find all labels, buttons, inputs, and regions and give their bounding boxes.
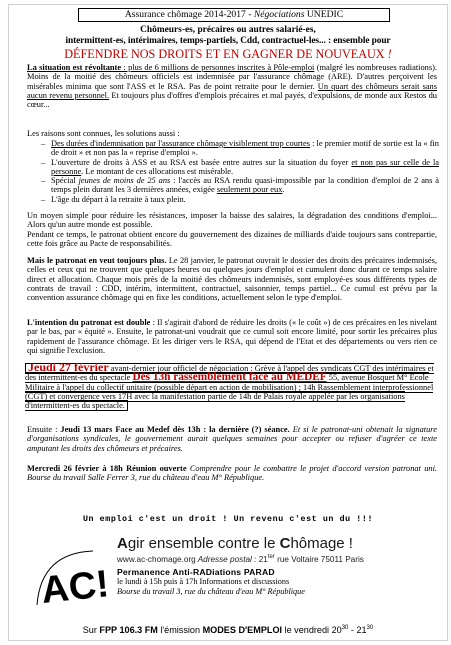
reasons-intro: Les raisons sont connues, les solutions aussi : [27,129,180,138]
event-meeting: Dès 13h rassemblement face au MEDEF [132,371,327,384]
paragraph-patronat-aid: Pendant ce temps, le patronat obtient encore du gouvernement des dizaines de milliards d'aide toujours sans contrepartie, cette fois grâce au Pacte de responsabilités. [27,230,437,249]
intention-lead: L'intention du patronat est double [27,318,151,327]
intro-figure: : plus de 6 millions de personnes inscrites à Pôle-emploi [121,63,315,72]
followup-1b: Jeudi 13 mars Face au Medef dès 13h : la dernière (?) séance. [60,425,290,434]
reason-item [39,195,439,204]
event-strike: : Grève à l'appel des syndicats CGT des intérimaires et des intermittent-es du spectacle [25,364,434,383]
headline-line-2: intermittent-es, intérimaires, temps-partiels, Cdd, contractuel-les... : ensemble pour [65,36,391,46]
header-title-tail: UNEDIC [304,9,344,20]
radio-sup1: 30 [341,625,349,631]
event-details: 55, avenue Bosquet M° Ecole Militaire à l'appel du collectif unitaire (possible départ en action de mobilisation) ; 14h Rassemblement interprofessionnel (CGT) et convergence vers 17H avec la manifestation partie de 14h de Palais royale appelée par les organisations d'intermittent-es du spectacle. [25,373,434,411]
paragraph-patronat-more [27,256,437,302]
reason-4-text: L'âge du départ à la retraite à taux plein. [51,194,186,204]
radio-line [29,625,427,635]
ac-permanence-where-text: Bourse du travail 3, rue du château d'eau M° République [117,586,305,596]
ac-title-c: C [279,535,291,552]
reason-item [39,176,439,195]
ac-postal-rest: rue Voltaire 75011 Paris [274,555,364,564]
reason-item [39,158,439,177]
intro-paragraph [27,63,437,109]
patronat-more-text: Le 28 janvier, le patronat ouvrait le dossier des droits des précaires indemnisés, celles et ceux qui ne trouvent que quelques heures ou quelques jours d'emploi et cumulent donc durant ce temps salaire direct et allocation. Chaque mois près de la moitié des chômeurs indemnisés, sont employé-es sous différents types de contrats de travail : CDD, intérim, intermittent, contractuel, saisonnier, temps partiel... Ce cumul est prévu par la convention assurance chômage qui en fixe les conditions, actuellement selon le type d'emploi. [27,256,437,303]
event-block [25,360,443,411]
header-title-plain: Assurance chômage 2014-2017 - [124,9,254,20]
followup-1 [27,425,437,453]
ac-title-a: A [117,535,128,552]
radio-frequency: FPP 106.3 FM [99,625,158,635]
event-date: Jeudi 27 février [28,360,109,374]
ac-permanence-title: Permanence Anti-RADiations PARAD [117,567,275,577]
reason-2-text: L'ouverture de droits à ASS et au RSA est basée entre autres sur la situation du foyer [51,157,352,167]
headline-line-3 [19,47,437,61]
reason-3-key: seulement pour eux [216,185,283,195]
followup-1a: Ensuite : [27,425,61,434]
header-title-box [78,8,390,22]
ac-address [117,552,447,565]
reason-2-tail: . Le montant de ces allocations est misérable. [81,166,234,176]
ac-permanence-where [117,587,447,597]
followup-2a: Mercredi 26 février à 18h Réunion ouverte [27,464,187,473]
ac-postal-label: Adresse postal : [195,555,259,564]
slogan: Un emploi c'est un droit ! Un revenu c'est un du !!! [82,515,374,524]
radio-show: MODES D'EMPLOI [202,625,283,635]
ac-logo-letters: AC! [39,563,111,612]
ac-postal-num: 21 [258,555,268,564]
ac-logo-graphic [31,545,111,615]
radio-sup2: 30 [366,625,374,631]
reason-2-key: et non pas sur celle de la personne [51,157,439,176]
ac-logo [31,545,111,615]
followup-2b: Comprendre pour le combattre le projet d'accord version patronat uni. Bourse du travail Salle Ferrer 3, rue du château d'eau M° République. [27,464,437,483]
ac-permanence-when: le lundi à 15h puis à 17h Informations et discussions [117,577,290,586]
event-box [25,360,434,411]
ac-title [117,535,447,552]
intro-text: (malgré les nombreuses radiations). Moins de la moitié des chômeurs officiels est indemnisée par l'assurance chômage (ARE). D'autres perçoivent les misérables minima que sont l'ASS et le RSA. Pas de point retraite pour le dernier. [27,63,437,91]
reason-3-text: Spécial [51,176,79,186]
intro-tail: Et toujours plus d'offres d'emplois précaires et mal payés, d'expulsions, de monde aux Restos du cœur... [27,90,437,110]
patronat-more-lead: Mais le patronat en veut toujours plus. [27,256,167,265]
leaflet-page [8,4,448,641]
radio-e: le vendredi 20 [282,625,342,635]
headline-line-1: Chômeurs-es, précaires ou autres salarié-es, [140,25,316,35]
radio-c: l'émission [157,625,203,635]
headline-main: DÉFENDRE NOS DROITS ET EN GAGNER DE NOUVEAUX [64,47,385,61]
reason-1-text: : le premier motif de sortie est la « fin de droit » et non pas la « reprise d'emploi ». [51,139,439,158]
reason-1-key: Des durées d'indemnisation par l'assurance chômage visiblement trop courtes [51,139,310,148]
ac-website-link[interactable]: www.ac-chomage.org [117,555,196,564]
ac-postal-sup: ter [267,554,275,560]
ac-title-2: hômage ! [290,535,353,552]
followup-2 [27,464,437,483]
header-title-italic: Négociations [253,9,305,20]
ac-title-1: gir ensemble contre le [127,535,280,552]
paragraph-resistance: Un moyen simple pour réduire les résistances, imposer la baisse des salaires, la dégradation des conditions d'emploi... Alors qu'un autre monde est possible. [27,211,437,230]
followup-1c: Et si le patronat-uni obtenait la signature d'organisations syndicales, le gouvernement aurait quelques semaines pour accepter ou refuser d'agréer ce texte amputant les droits des chômeurs et précaires. [27,425,437,453]
reason-3-end: . [282,185,285,195]
ac-info [117,535,447,596]
reasons-list [39,139,439,204]
reason-item [39,139,439,158]
reason-3-italic: jeunes de moins de 25 ans [78,176,171,186]
event-subtitle: avant-dernier jour officiel de négociation [108,364,249,373]
headline-exclaim: ! [384,47,392,61]
reason-3-body: : l'accès au RSA rendu quasi-impossible par la condition d'emploi de 2 ans à temps plein durant les 3 dernières années, exigée [51,176,439,195]
intro-quarter: Un quart des chômeurs serait sans aucun revenu personnel. [27,81,437,100]
intro-lead: La situation est révoltante [27,63,122,72]
radio-a: Sur [82,625,100,635]
intention-text: : Il s'agirait d'abord de réduire les droits (« le coût ») de ces précaires en les nivelant par le bas, par « équité ». Ensuite, le patronat-uni voudrait que ce cumul soit encore limité, pour sortir les précaires plus rapidement de l'assurance chômage. Et les diriger vers le RSA, qui dépend de l'Etat et des départements ou vers rien ce qui signifie l'exclusion. [27,318,437,355]
radio-f: - 21 [348,625,367,635]
paragraph-intention [27,318,437,355]
